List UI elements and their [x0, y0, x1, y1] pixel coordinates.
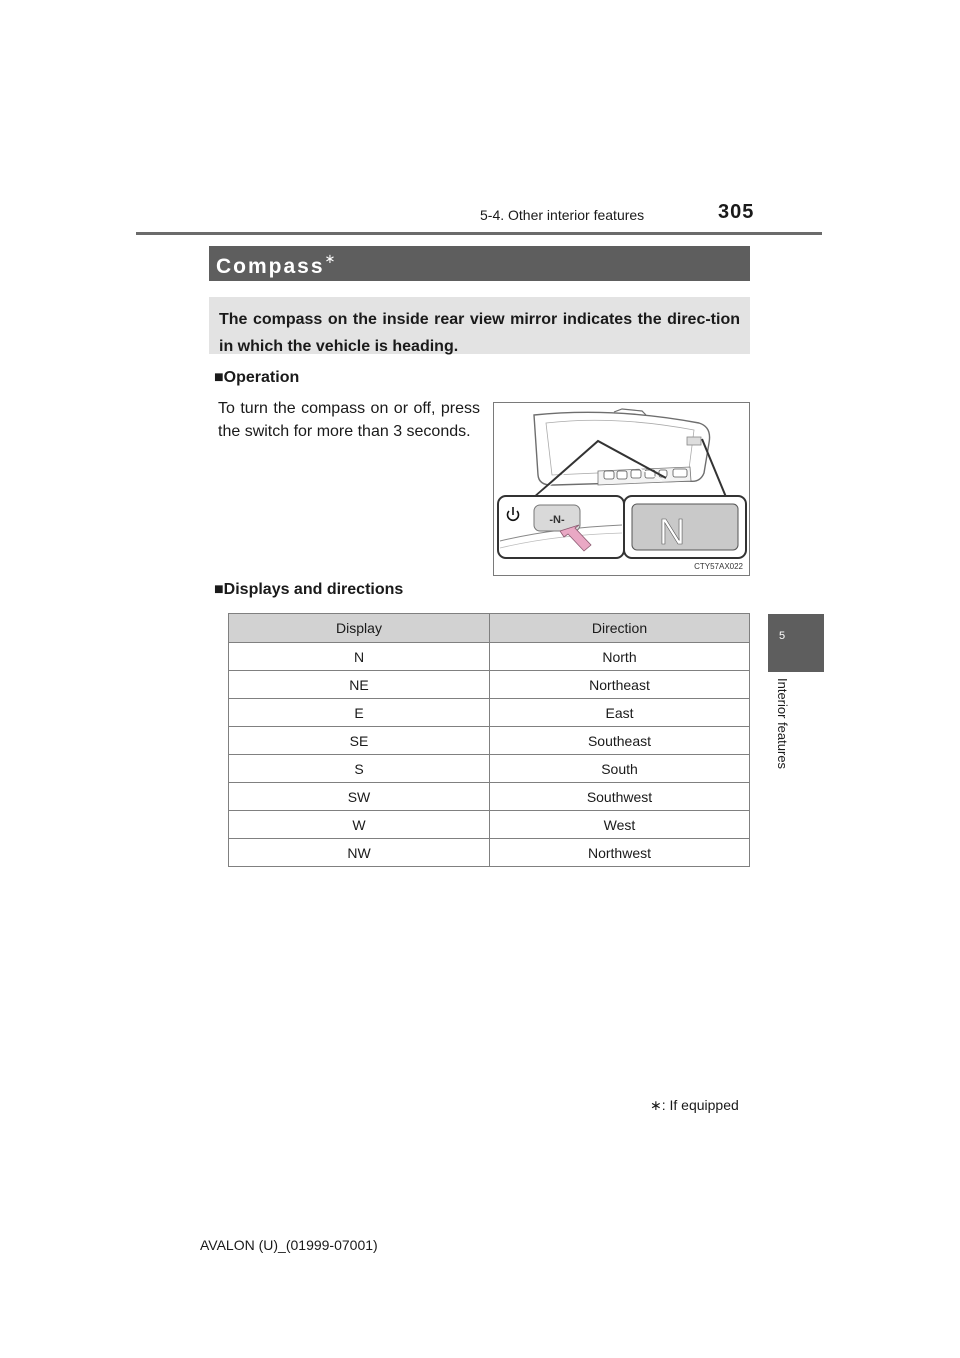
- table-header-row: [229, 614, 750, 643]
- mirror-illustration: [493, 402, 750, 576]
- square-bullet-icon: ■: [214, 369, 224, 386]
- display-cell: SW: [229, 783, 490, 811]
- footer-model-code: AVALON (U)_(01999-07001): [200, 1237, 378, 1253]
- mirror-display-window: [687, 437, 701, 445]
- chapter-tab: [768, 614, 824, 672]
- direction-cell: East: [490, 699, 750, 727]
- display-cell: NE: [229, 671, 490, 699]
- mirror-drawing: [494, 403, 749, 575]
- svg-text:-N-: -N-: [549, 514, 565, 526]
- displays-heading: [214, 581, 403, 599]
- operation-heading: [214, 369, 299, 387]
- direction-cell: Northwest: [490, 839, 750, 867]
- square-bullet-icon: ■: [214, 581, 224, 598]
- display-cell: S: [229, 755, 490, 783]
- table-row: [229, 755, 750, 783]
- chapter-tab-label: Interior features: [775, 678, 790, 770]
- header-divider: [136, 232, 822, 235]
- table-row: [229, 811, 750, 839]
- direction-cell: Northeast: [490, 671, 750, 699]
- display-cell: E: [229, 699, 490, 727]
- direction-cell: South: [490, 755, 750, 783]
- table-row: [229, 699, 750, 727]
- operation-body: To turn the compass on or off, press the switch for more than 3 seconds.: [218, 400, 480, 440]
- display-cell: NW: [229, 839, 490, 867]
- footnote: ∗: If equipped: [650, 1097, 739, 1113]
- direction-cell: North: [490, 643, 750, 671]
- compass-display-screen: [632, 504, 738, 550]
- direction-cell: Southwest: [490, 783, 750, 811]
- header-section-title: 5-4. Other interior features: [480, 207, 645, 223]
- page-title-text: Compass: [216, 255, 325, 278]
- page-number: 305: [718, 201, 755, 223]
- direction-cell: Southeast: [490, 727, 750, 755]
- direction-table: [228, 613, 750, 867]
- table-row: [229, 727, 750, 755]
- display-cell: W: [229, 811, 490, 839]
- intro-box: The compass on the inside rear view mirror indicates the direc-tion in which the vehicle is heading.: [209, 297, 750, 354]
- table-row: [229, 671, 750, 699]
- table-row: [229, 783, 750, 811]
- column-header-direction: Direction: [490, 614, 750, 643]
- figure-code: CTY57AX022: [694, 562, 743, 571]
- page-title: [209, 246, 750, 281]
- display-cell: SE: [229, 727, 490, 755]
- operation-heading-text: Operation: [223, 369, 300, 386]
- table-row: [229, 643, 750, 671]
- table-row: [229, 839, 750, 867]
- display-cell: N: [229, 643, 490, 671]
- direction-cell: West: [490, 811, 750, 839]
- equipped-marker: ∗: [324, 251, 338, 266]
- chapter-tab-number: 5: [779, 630, 786, 642]
- displays-heading-text: Displays and directions: [223, 581, 404, 598]
- column-header-display: Display: [229, 614, 490, 643]
- compass-display-letter: N: [659, 511, 685, 552]
